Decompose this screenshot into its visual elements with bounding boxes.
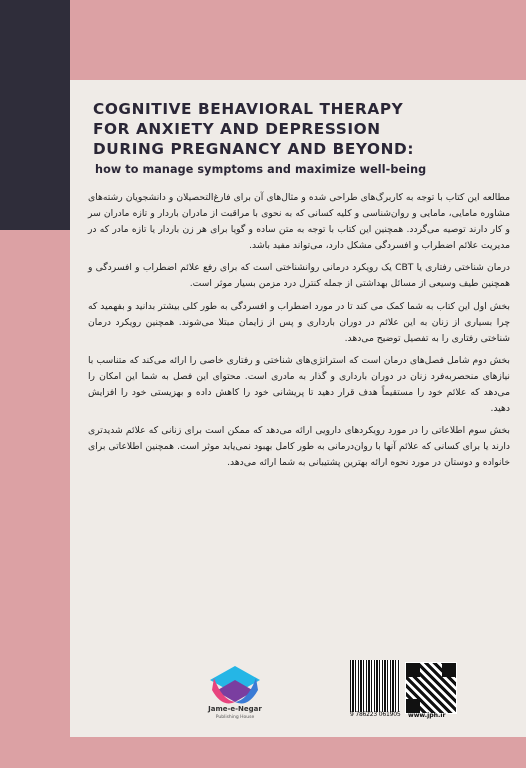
publisher-subname: Publishing House	[215, 715, 255, 720]
english-title	[93, 99, 513, 159]
description-paragraph-4: بخش دوم شامل فصل‌های درمان است که استراتژی‌های شناختی و رفتاری خاصی را ارائه می‌کند که متناسب با نیازهای منحصربه‌فرد زنان در دوران بارداری و گذار به مادری است. محتوای این فصل به شما این امکان را می‌دهد که علائم خود را مستقیماً هدف قرار دهید تا پریشانی خود را کاهش داده و بهزیستی خود را افزایش دهید.	[88, 354, 510, 415]
publisher-logo-icon	[202, 660, 268, 734]
description-paragraph-1: مطالعه این کتاب با توجه به کاربرگ‌های طراحی شده و مثال‌های آن برای فارغ‌التحصیلان و دانشجویان رشته‌های مشاوره مامایی، مامایی و روان‌شناسی و کلیه کسانی که به نحوی با مراقبت از مادران باردار و تازه مادران سر و کار دارند توصیه می‌گردد. همچنین این کتاب با توجه به متن ساده و گویا برای هر زن باردار یا تازه مادر که در مدیریت علائم اضطراب و افسردگی مشکل دارد، می‌تواند مفید باشد.	[88, 192, 510, 252]
publisher-name: Jame-e-Negar	[208, 705, 262, 713]
title-line-3: DURING PREGNANCY AND BEYOND:	[93, 140, 415, 158]
qr-code	[405, 662, 457, 714]
title-line-2: FOR ANXIETY AND DEPRESSION	[93, 120, 381, 138]
isbn-barcode	[350, 660, 400, 712]
book-description	[88, 190, 510, 478]
description-paragraph-2: درمان شناختی رفتاری یا CBT یک رویکرد درمانی روانشناختی است که برای رفع علائم اضطراب و افسردگی و همچنین طیف وسیعی از مسائل بهداشتی از جمله کنترل درد مزمن بسیار موثر است.	[88, 262, 510, 290]
publisher-website: www.jph.ir	[408, 712, 446, 719]
decorative-dark-block	[0, 0, 70, 230]
english-subtitle: how to manage symptoms and maximize well-being	[95, 163, 427, 176]
title-line-1: COGNITIVE BEHAVIORAL THERAPY	[93, 100, 404, 118]
description-paragraph-5: بخش سوم اطلاعاتی را در مورد رویکردهای دارویی ارائه می‌دهد که ممکن است برای زنانی که علائم شدیدتری دارند یا برای کسانی که علائم آنها با روان‌درمانی به طور کامل بهبود نمی‌یابد موثر است. همچنین اطلاعاتی برای خانواده و دوستان در مورد نحوه ارائه بهترین پشتیبانی به شما ارائه می‌دهد.	[88, 425, 510, 469]
description-paragraph-3: بخش اول این کتاب به شما کمک می کند تا در مورد اضطراب و افسردگی به طور کلی بیشتر بدانید و بفهمید که چرا بسیاری از زنان به این علائم در دوران بارداری و پس از زایمان مبتلا می‌شوند. همچنین رویکرد درمان شناختی رفتاری را به تفصیل توضیح می‌دهد.	[88, 300, 510, 344]
isbn-number: 9 786223 061905	[350, 711, 401, 718]
